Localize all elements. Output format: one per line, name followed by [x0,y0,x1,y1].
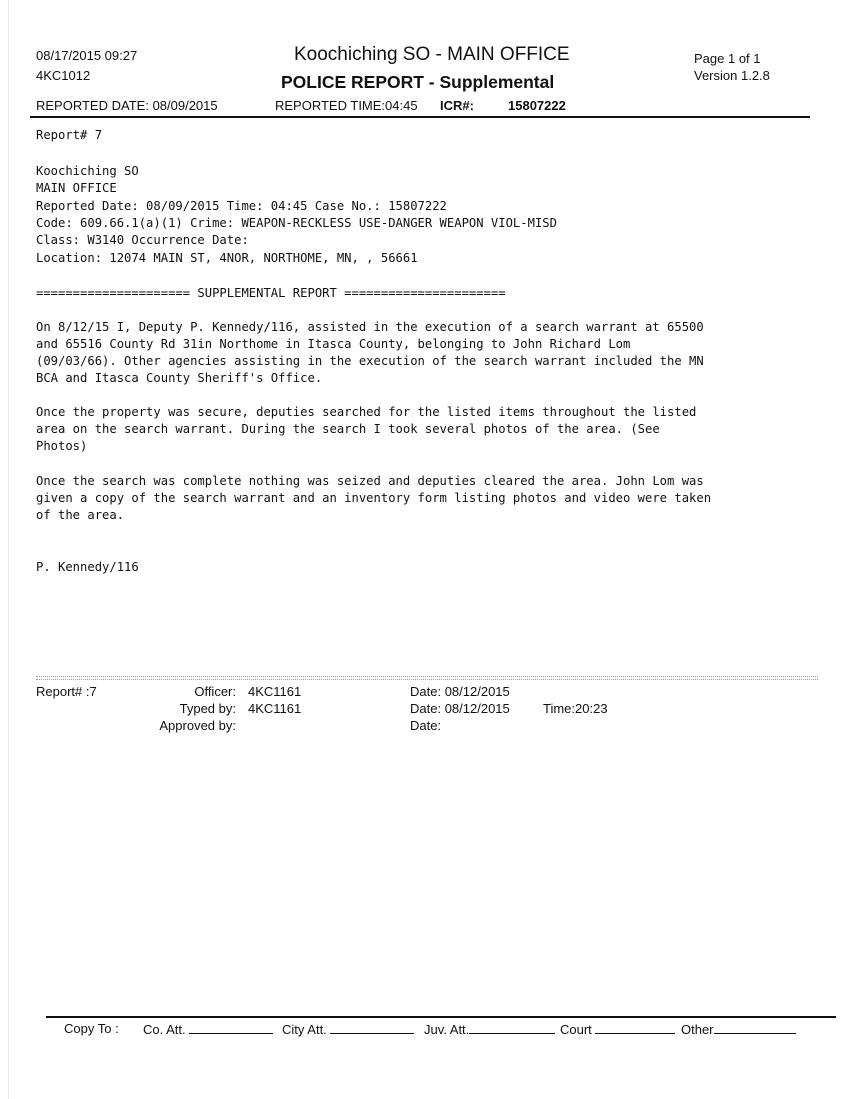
typed-time-label: Time: [543,701,576,716]
typed-time-value: 20:23 [575,701,608,716]
print-datetime: 08/17/2015 09:27 [36,48,138,63]
copy-to-co-att [143,1021,273,1037]
juv-att-blank[interactable] [469,1021,555,1034]
footer-report-number [36,684,97,699]
juv-att-label: Juv. Att. [424,1022,470,1037]
city-att-label: City Att. [282,1022,327,1037]
narrative-line: Once the search was complete nothing was seized and deputies cleared the area. John Lom was [36,474,704,488]
footer-report-value: 7 [89,684,97,699]
officer-date-value: 08/12/2015 [444,684,510,699]
other-blank[interactable] [714,1021,796,1034]
officer-value: 4KC1161 [248,684,302,699]
narrative-line: and 65516 County Rd 31in Northome in Itasca County, belonging to John Richard Lom [36,337,631,351]
office-line: MAIN OFFICE [36,181,117,195]
co-att-blank[interactable] [189,1021,273,1034]
copy-to-court [560,1021,675,1037]
narrative-line: (09/03/66). Other agencies assisting in the execution of the search warrant included the MN [36,354,704,368]
copy-to-rule [46,1016,836,1018]
reported-time-label: REPORTED TIME: [275,98,386,113]
reported-line: Reported Date: 08/09/2015 Time: 04:45 Case No.: 15807222 [36,199,447,213]
terminal-id: 4KC1012 [36,68,91,83]
copy-to-city-att [282,1021,414,1037]
version: Version 1.2.8 [694,68,770,83]
typed-by-value: 4KC1161 [248,701,302,716]
reported-time-value: 04:45 [385,98,418,113]
reported-date-label: REPORTED DATE: [36,98,149,113]
narrative-line: area on the search warrant. During the search I took several photos of the area. (See [36,422,660,436]
agency-line: Koochiching SO [36,164,139,178]
narrative-line: given a copy of the search warrant and an inventory form listing photos and video were taken [36,491,712,505]
reported-time-field [275,98,418,113]
other-label: Other [681,1022,714,1037]
court-blank[interactable] [595,1021,675,1034]
co-att-label: Co. Att. [143,1022,186,1037]
class-line: Class: W3140 Occurrence Date: [36,233,249,247]
reported-date-field [36,98,218,113]
code-line: Code: 609.66.1(a)(1) Crime: WEAPON-RECKLESS USE-DANGER WEAPON VIOL-MISD [36,216,557,230]
reported-date-value: 08/09/2015 [152,98,218,113]
narrative-line: Photos) [36,439,88,453]
page-count: Page 1 of 1 [694,51,761,66]
icr-number: 15807222 [508,98,566,113]
footer-dotted-rule [36,676,818,677]
footer-report-label: Report# : [36,684,90,699]
copy-to-juv-att [424,1021,555,1037]
location-line: Location: 12074 MAIN ST, 4NOR, NORTHOME, MN, , 56661 [36,251,418,265]
report-number: Report# 7 [36,128,103,142]
officer-date-label: Date: [410,684,442,699]
narrative-line: Once the property was secure, deputies searched for the listed items throughout the listed [36,405,697,419]
copy-to-other [681,1021,796,1037]
approved-by-label: Approved by: [159,718,236,733]
header-rule [30,116,810,118]
officer-date [410,684,510,699]
copy-to-label: Copy To : [64,1021,119,1036]
court-label: Court [560,1022,592,1037]
narrative-line: BCA and Itasca County Sheriff's Office. [36,371,323,385]
typed-date [410,701,510,716]
scan-edge [8,0,9,1099]
typed-time [543,701,608,716]
agency-title: Koochiching SO - MAIN OFFICE [294,44,570,65]
officer-label: Officer: [194,684,236,699]
narrative-line: of the area. [36,508,125,522]
signature: P. Kennedy/116 [36,560,139,574]
footer-dotted-rule-2 [36,679,818,680]
supplemental-divider: ===================== SUPPLEMENTAL REPORT ====================== [36,286,506,300]
typed-by-label: Typed by: [179,701,236,716]
typed-date-value: 08/12/2015 [444,701,510,716]
narrative-line: On 8/12/15 I, Deputy P. Kennedy/116, assisted in the execution of a search warrant at 65500 [36,320,704,334]
report-title: POLICE REPORT - Supplemental [281,72,555,92]
approved-date-label: Date: [410,718,442,733]
city-att-blank[interactable] [330,1021,414,1034]
typed-date-label: Date: [410,701,442,716]
icr-label: ICR#: [440,98,474,113]
